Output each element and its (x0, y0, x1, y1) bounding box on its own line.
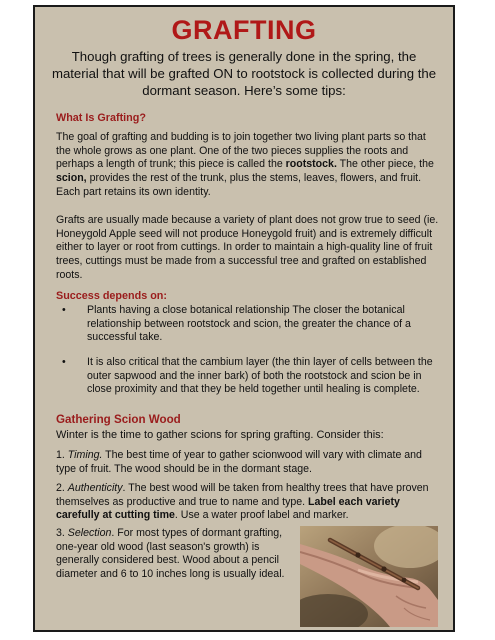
bullet-cambium: • It is also critical that the cambium layer (the thin layer of cells between the outer sapwood and the inner bark) of both the rootstock and scion be in close proximity and that they be held together until healing is complete. (62, 356, 433, 396)
gathering-intro: Winter is the time to gather scions for spring grafting. Consider this: (56, 429, 384, 441)
success-heading: Success depends on: (56, 290, 168, 302)
gathering-heading: Gathering Scion Wood (56, 413, 181, 426)
what-is-grafting-heading: What Is Grafting? (56, 112, 146, 124)
tip-selection: 3. Selection. For most types of dormant grafting, one-year old wood (last season's growth) is generally considered best. Wood about a pencil diameter and 6 to 10 inches long is usually ideal. (56, 527, 285, 581)
bullet-dot: • (62, 304, 66, 316)
tip-timing: 1. Timing. The best time of year to gather scionwood will vary with climate and type of fruit. The wood should be in the dormant stage. (56, 449, 422, 475)
scion-photo-illustration (300, 526, 438, 627)
bullet-botanical: • Plants having a close botanical relationship The closer the botanical relationship between rootstock and scion, the greater the chance of a successful take. (62, 304, 411, 344)
intro-text: Though grafting of trees is generally done in the spring, the material that will be grafted ON to rootstock is collected during the dormant season. Here’s some tips: (51, 49, 437, 98)
page-title: GRAFTING (171, 15, 317, 45)
paragraph-definition: The goal of grafting and budding is to join together two living plant parts so that the whole grows as one plant. One of the two pieces supplies the roots and perhaps a length of trunk; this piece is called the rootstock. The other piece, the scion, provides the rest of the trunk, plus the stems, leaves, flowers, and fruit. Each part retains its own identity. (56, 131, 434, 198)
bullet-dot: • (62, 356, 66, 368)
scion-wood-photo (300, 526, 438, 627)
page-frame (33, 5, 455, 632)
paragraph-why-graft: Grafts are usually made because a variety of plant does not grow true to seed (ie. Honeygold Apple seed will not produce Honeygold fruit) and is extremely difficult either to layer or root from cuttings. In order to maintain a high-quality line of fruit trees, cuttings must be made from a successful tree and grafted on established roots. (56, 214, 439, 281)
tip-authenticity: 2. Authenticity. The best wood will be taken from healthy trees that have proven themselves as productive and true to name and type. Label each variety carefully at cutting time. Use a water proof label and marker. (56, 482, 429, 522)
